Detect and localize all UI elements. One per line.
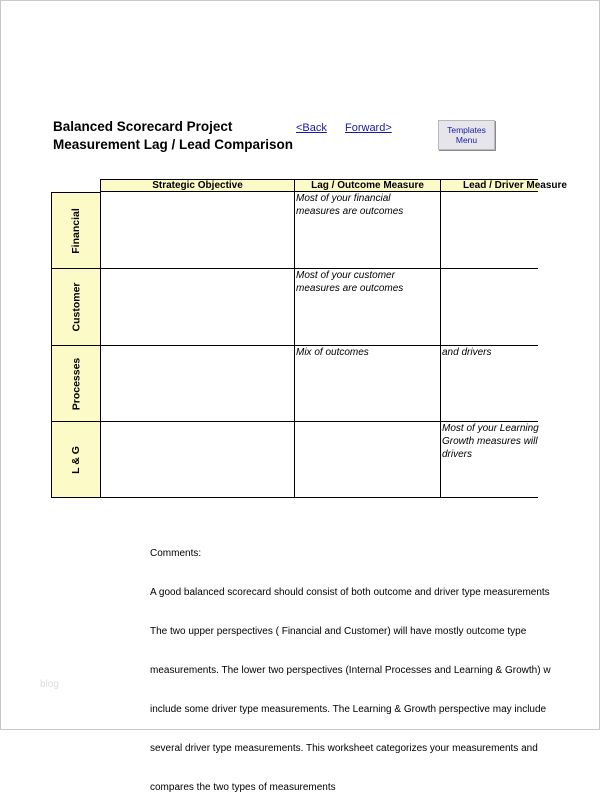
lead-cell[interactable]: and drivers: [441, 346, 538, 422]
lag-cell[interactable]: [295, 422, 441, 498]
menu-button-line-2: Menu: [455, 135, 478, 145]
watermark: blog: [40, 679, 59, 690]
header-strategic-objective: Strategic Objective: [100, 179, 295, 192]
perspective-financial: [51, 192, 101, 269]
comments-line: include some driver type measurements. The Learning & Growth perspective may include: [150, 704, 547, 715]
header-lead-measure: Lead / Driver Measure: [441, 179, 538, 192]
comments-line: several driver type measurements. This worksheet categorizes your measurements and: [150, 743, 538, 754]
forward-link[interactable]: Forward>: [345, 122, 392, 134]
title-line-2: Measurement Lag / Lead Comparison: [53, 137, 294, 152]
objective-cell[interactable]: [101, 422, 295, 498]
lag-cell[interactable]: Mix of outcomes: [295, 346, 441, 422]
lag-cell[interactable]: Most of your customer measures are outcomes: [295, 269, 441, 346]
comments-line: The two upper perspectives ( Financial and Customer) will have mostly outcome type: [150, 626, 527, 637]
templates-menu-button[interactable]: [438, 120, 495, 150]
page-title: [53, 118, 293, 154]
perspective-label: Customer: [70, 282, 83, 332]
lag-cell[interactable]: Most of your financial measures are outcomes: [295, 192, 441, 269]
header-lag-measure: Lag / Outcome Measure: [295, 179, 441, 192]
perspective-learning-growth: [51, 422, 101, 498]
lead-cell[interactable]: [441, 192, 538, 269]
perspective-customer: [51, 269, 101, 346]
lead-cell[interactable]: [441, 269, 538, 346]
objective-cell[interactable]: [101, 192, 295, 269]
back-link[interactable]: <Back: [296, 122, 327, 134]
perspective-label: Financial: [69, 207, 82, 254]
comments-label: Comments:: [150, 548, 202, 559]
comments-block: [150, 521, 551, 807]
comments-line: A good balanced scorecard should consist of both outcome and driver type measurements: [150, 587, 550, 598]
objective-cell[interactable]: [101, 269, 295, 346]
lead-cell[interactable]: Most of your Learning Growth measures will drivers: [441, 422, 538, 498]
perspective-label: Processes: [70, 357, 83, 410]
objective-cell[interactable]: [101, 346, 295, 422]
title-line-1: Balanced Scorecard Project: [53, 119, 233, 134]
comments-line: compares the two types of measurements: [150, 782, 336, 793]
perspective-processes: [51, 346, 101, 422]
perspective-label: L & G: [70, 445, 82, 474]
menu-button-line-1: Templates: [447, 125, 486, 135]
comments-line: measurements. The lower two perspectives (Internal Processes and Learning & Growth) w: [150, 665, 551, 676]
